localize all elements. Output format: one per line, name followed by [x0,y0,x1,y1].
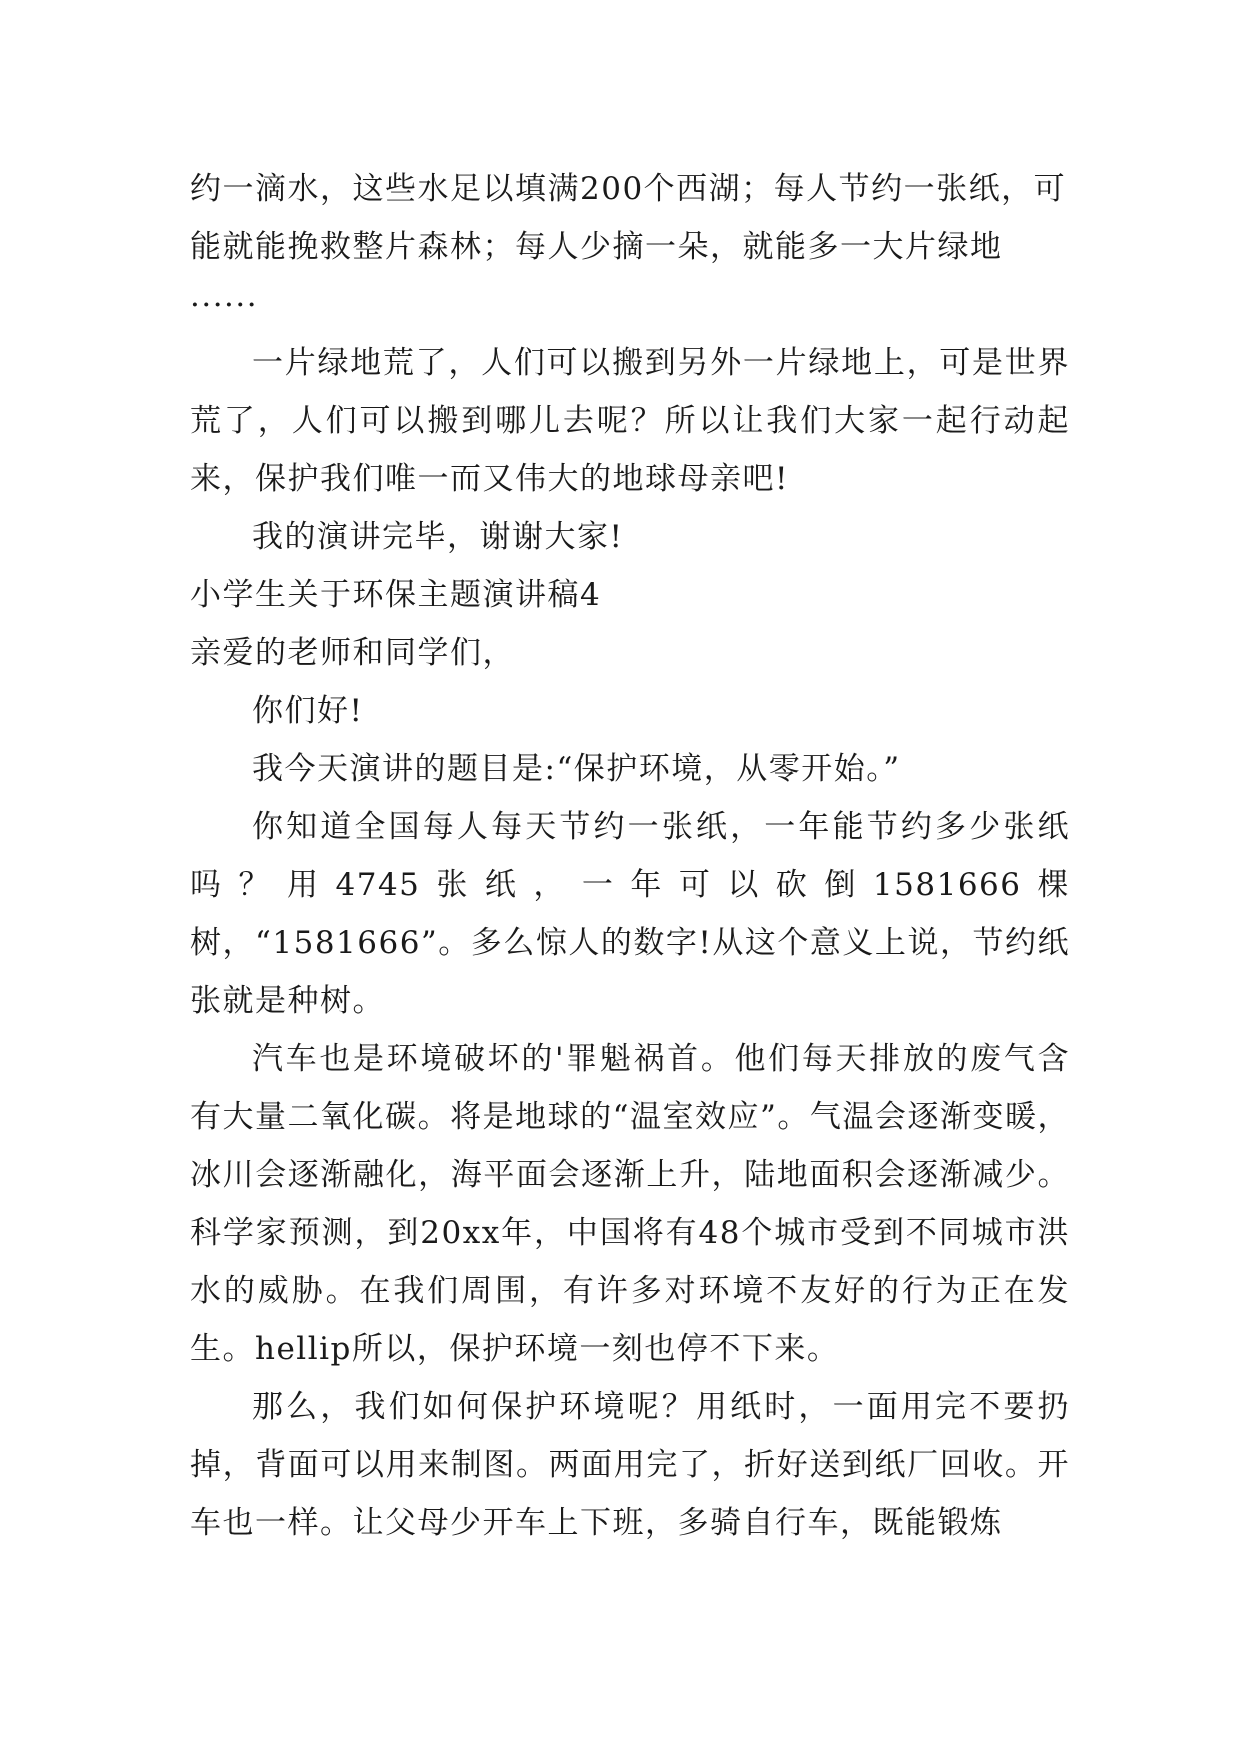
paragraph: 你知道全国每人每天节约一张纸，一年能节约多少张纸吗？用4745张纸，一年可以砍倒1581666棵树，“1581666”。多么惊人的数字!从这个意义上说，节约纸张就是种树。 [190,809,1070,1019]
paragraph: 那么，我们如何保护环境呢？用纸时，一面用完不要扔掉，背面可以用来制图。两面用完了，折好送到纸厂回收。开车也一样。让父母少开车上下班，多骑自行车，既能锻炼 [190,1389,1070,1541]
paragraph-closing: 我的演讲完毕，谢谢大家! [252,519,624,555]
salutation: 亲爱的老师和同学们， [190,635,515,671]
paragraph-continuation: 约一滴水，这些水足以填满200个西湖；每人节约一张纸，可能就能挽救整片森林；每人少摘一朵，就能多一大片绿地······ [190,171,1067,323]
greeting: 你们好! [252,693,364,729]
paragraph: 一片绿地荒了，人们可以搬到另外一片绿地上，可是世界荒了，人们可以搬到哪儿去呢？所以让我们大家一起行动起来，保护我们唯一而又伟大的地球母亲吧! [190,345,1070,497]
document-body [190,160,1070,1552]
paragraph-topic: 我今天演讲的题目是:“保护环境，从零开始。” [252,751,901,787]
paragraph: 汽车也是环境破坏的'罪魁祸首。他们每天排放的废气含有大量二氧化碳。将是地球的“温室效应”。气温会逐渐变暖，冰川会逐渐融化，海平面会逐渐上升，陆地面积会逐渐减少。科学家预测，到20xx年，中国将有48个城市受到不同城市洪水的威胁。在我们周围，有许多对环境不友好的行为正在发生。hellip所以，保护环境一刻也停不下来。 [190,1041,1070,1367]
section-heading: 小学生关于环保主题演讲稿4 [190,577,602,613]
